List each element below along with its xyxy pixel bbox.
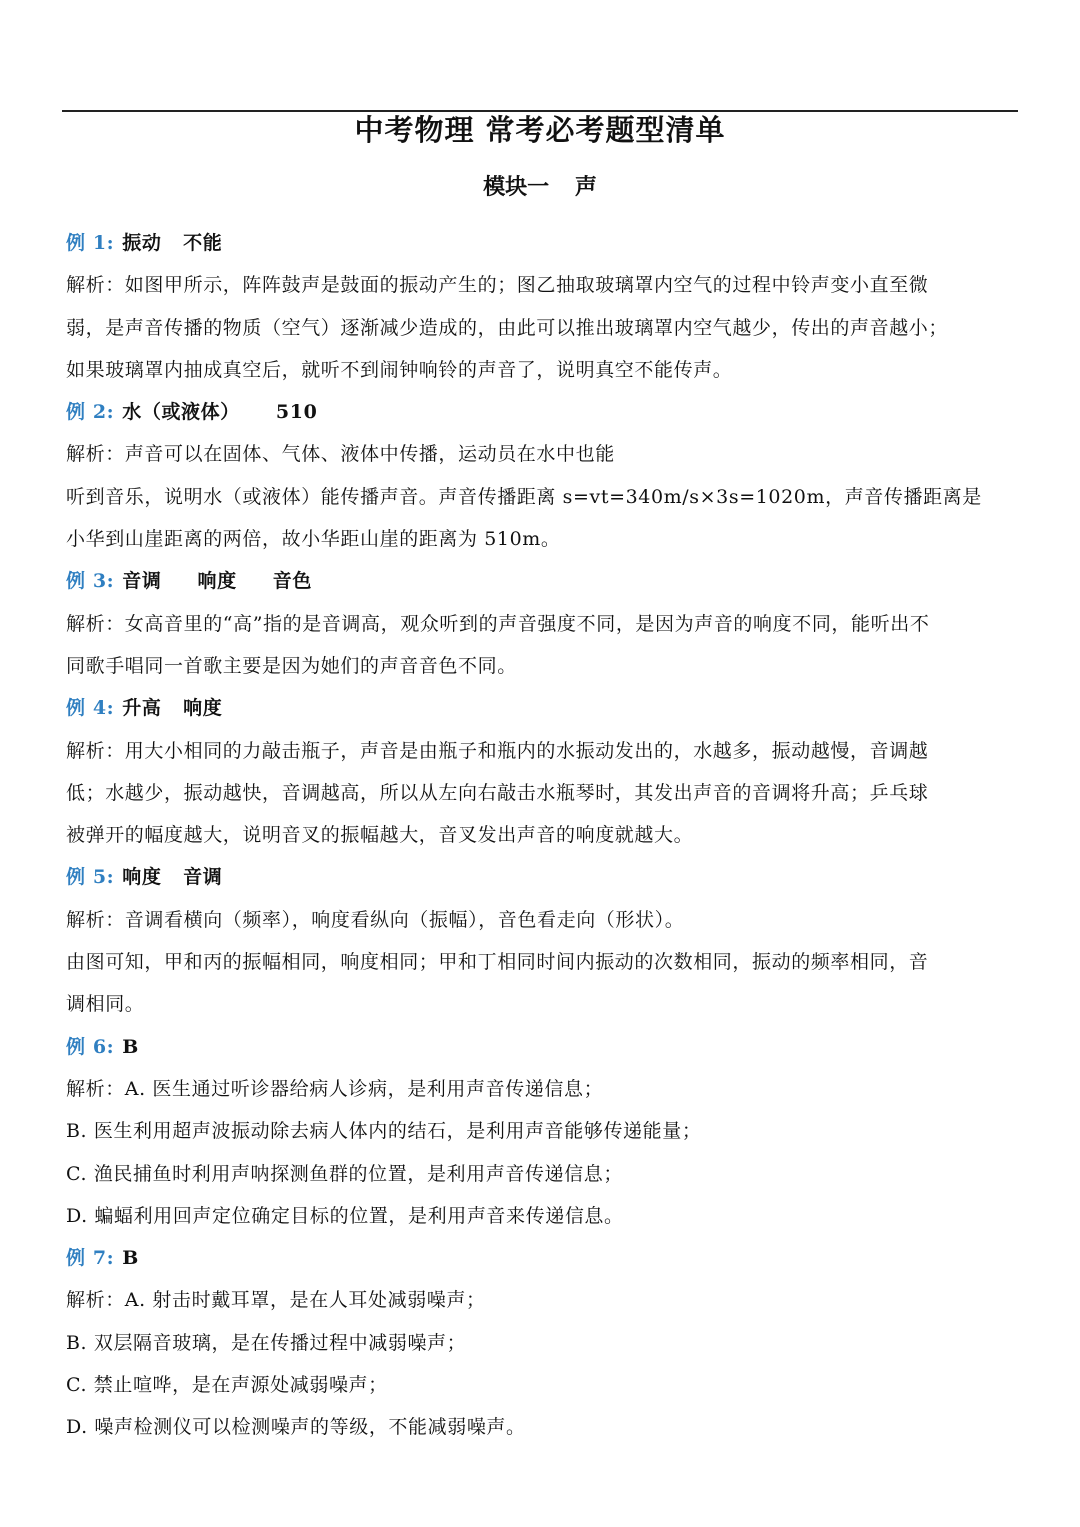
example-answer-line: [66, 1026, 1018, 1068]
example-answer-line: [66, 856, 1018, 898]
answer-list: [66, 222, 1018, 1449]
explanation-line: C. 禁止喧哗，是在声源处减弱噪声；: [66, 1374, 388, 1397]
explanation-line: 如果玻璃罩内抽成真空后，就听不到闹钟响铃的声音了，说明真空不能传声。: [66, 358, 733, 381]
example-label: 例 3:: [66, 570, 115, 593]
example-answer: 振动 不能: [122, 232, 223, 254]
example-answer: B: [122, 1247, 139, 1270]
example-answer-line: [66, 391, 1018, 433]
example-block: [66, 391, 1018, 560]
example-answer: 音调 响度 音色: [122, 570, 312, 593]
explanation-line: 听到音乐，说明水（或液体）能传播声音。声音传播距离 s=vt=340m/s×3s=1020m，声音传播距离是: [66, 485, 982, 508]
example-label: 例 6:: [66, 1035, 115, 1058]
explanation-line: D. 噪声检测仪可以检测噪声的等级，不能减弱噪声。: [66, 1416, 526, 1439]
example-block: [66, 222, 1018, 391]
example-block: [66, 687, 1018, 856]
example-label: 例 5:: [66, 866, 115, 889]
explanation-line: 解析：如图甲所示，阵阵鼓声是鼓面的振动产生的；图乙抽取玻璃罩内空气的过程中铃声变小直至微: [66, 274, 929, 297]
example-answer: 响度 音调: [122, 866, 223, 889]
explanation-line: 小华到山崖距离的两倍，故小华距山崖的距离为 510m。: [66, 528, 561, 551]
explanation-line: 同歌手唱同一首歌主要是因为她们的声音音色不同。: [66, 654, 517, 677]
explanation-line: 调相同。: [66, 993, 145, 1016]
explanation-line: 被弹开的幅度越大，说明音叉的振幅越大，音叉发出声音的响度就越大。: [66, 824, 694, 847]
example-block: [66, 1237, 1018, 1448]
explanation-line: 解析：用大小相同的力敲击瓶子，声音是由瓶子和瓶内的水振动发出的，水越多，振动越慢，音调越: [66, 739, 929, 762]
example-answer: B: [122, 1035, 139, 1058]
explanation-line: 弱，是声音传播的物质（空气）逐渐减少造成的，由此可以推出玻璃罩内空气越少，传出的声音越小；: [66, 316, 949, 339]
explanation-line: 解析：声音可以在固体、气体、液体中传播，运动员在水中也能: [66, 443, 615, 466]
explanation-line: 低；水越少，振动越快，音调越高，所以从左向右敲击水瓶琴时，其发出声音的音调将升高；乒乓球: [66, 781, 929, 804]
example-label: 例 7:: [66, 1247, 115, 1270]
example-answer: 水（或液体） 510: [122, 401, 318, 424]
example-answer-line: [66, 687, 1018, 729]
example-block: [66, 856, 1018, 1025]
explanation-line: 解析：A. 医生通过听诊器给病人诊病，是利用声音传递信息；: [66, 1077, 604, 1100]
example-block: [66, 1026, 1018, 1237]
explanation-line: B. 医生利用超声波振动除去病人体内的结石，是利用声音能够传递能量；: [66, 1120, 702, 1143]
example-answer-line: [66, 222, 1018, 264]
example-label: 例 1:: [66, 232, 115, 254]
explanation-line: 解析：女高音里的“高”指的是音调高，观众听到的声音强度不同，是因为声音的响度不同，能听出不: [66, 612, 930, 635]
explanation-line: 由图可知，甲和丙的振幅相同，响度相同；甲和丁相同时间内振动的次数相同，振动的频率相同，音: [66, 951, 929, 974]
example-answer: 升高 响度: [122, 697, 223, 720]
explanation-line: C. 渔民捕鱼时利用声呐探测鱼群的位置，是利用声音传递信息；: [66, 1162, 623, 1185]
example-answer-line: [66, 560, 1018, 602]
explanation-line: 解析：A. 射击时戴耳罩，是在人耳处减弱噪声；: [66, 1289, 486, 1312]
explanation-line: 解析：音调看横向（频率），响度看纵向（振幅），音色看走向（形状）。: [66, 908, 685, 931]
example-answer-line: [66, 1237, 1018, 1279]
explanation-line: B. 双层隔音玻璃，是在传播过程中减弱噪声；: [66, 1331, 467, 1354]
module-title: 模块一 声: [483, 174, 597, 200]
example-label: 例 4:: [66, 697, 115, 720]
document-title: 中考物理 常考必考题型清单: [354, 113, 726, 147]
example-label: 例 2:: [66, 401, 115, 424]
example-block: [66, 560, 1018, 687]
explanation-line: D. 蝙蝠利用回声定位确定目标的位置，是利用声音来传递信息。: [66, 1204, 624, 1227]
